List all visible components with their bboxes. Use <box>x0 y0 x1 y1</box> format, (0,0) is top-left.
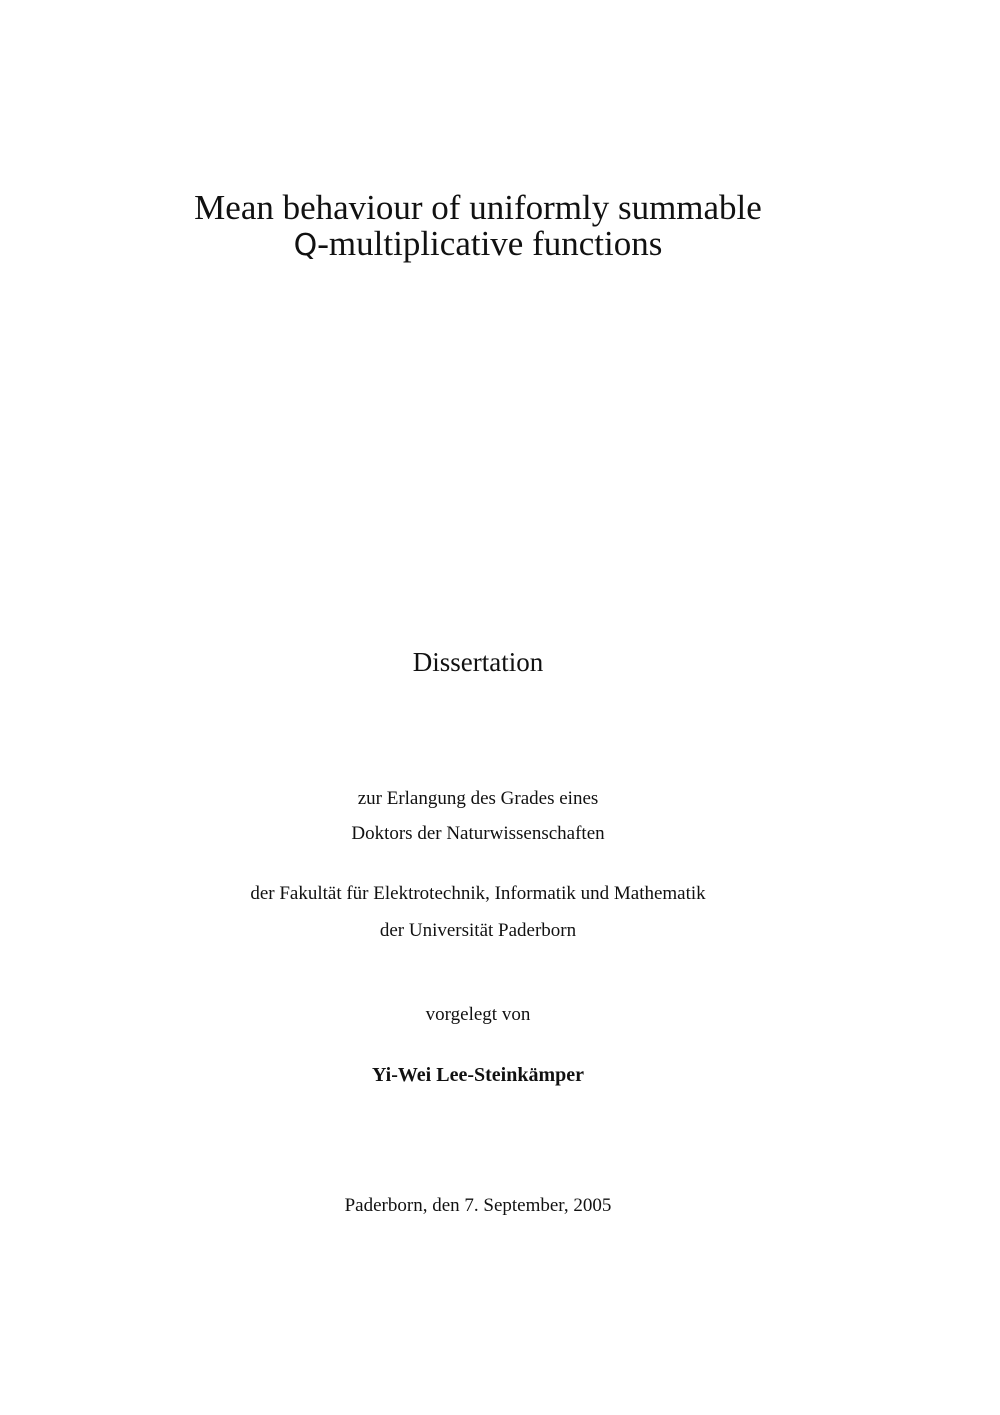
thesis-title-line-1: Mean behaviour of uniformly summable <box>194 188 762 227</box>
document-type: Dissertation <box>412 647 544 677</box>
author-name: Yi-Wei Lee-Steinkämper <box>371 1064 584 1086</box>
thesis-title-line-2-text: -multiplicative functions <box>317 224 663 263</box>
faculty-line-2: der Universität Paderborn <box>379 920 577 941</box>
calligraphic-q-symbol: Q <box>293 228 318 263</box>
thesis-title-line-2 <box>0 226 956 264</box>
faculty-line-1: der Fakultät für Elektrotechnik, Informatik und Mathematik <box>250 883 706 904</box>
submitted-by-label: vorgelegt von <box>425 1004 531 1025</box>
degree-line-2: Doktors der Naturwissenschaften <box>351 823 605 844</box>
degree-line-1: zur Erlangung des Grades eines <box>357 788 599 809</box>
place-and-date: Paderborn, den 7. September, 2005 <box>344 1195 612 1216</box>
